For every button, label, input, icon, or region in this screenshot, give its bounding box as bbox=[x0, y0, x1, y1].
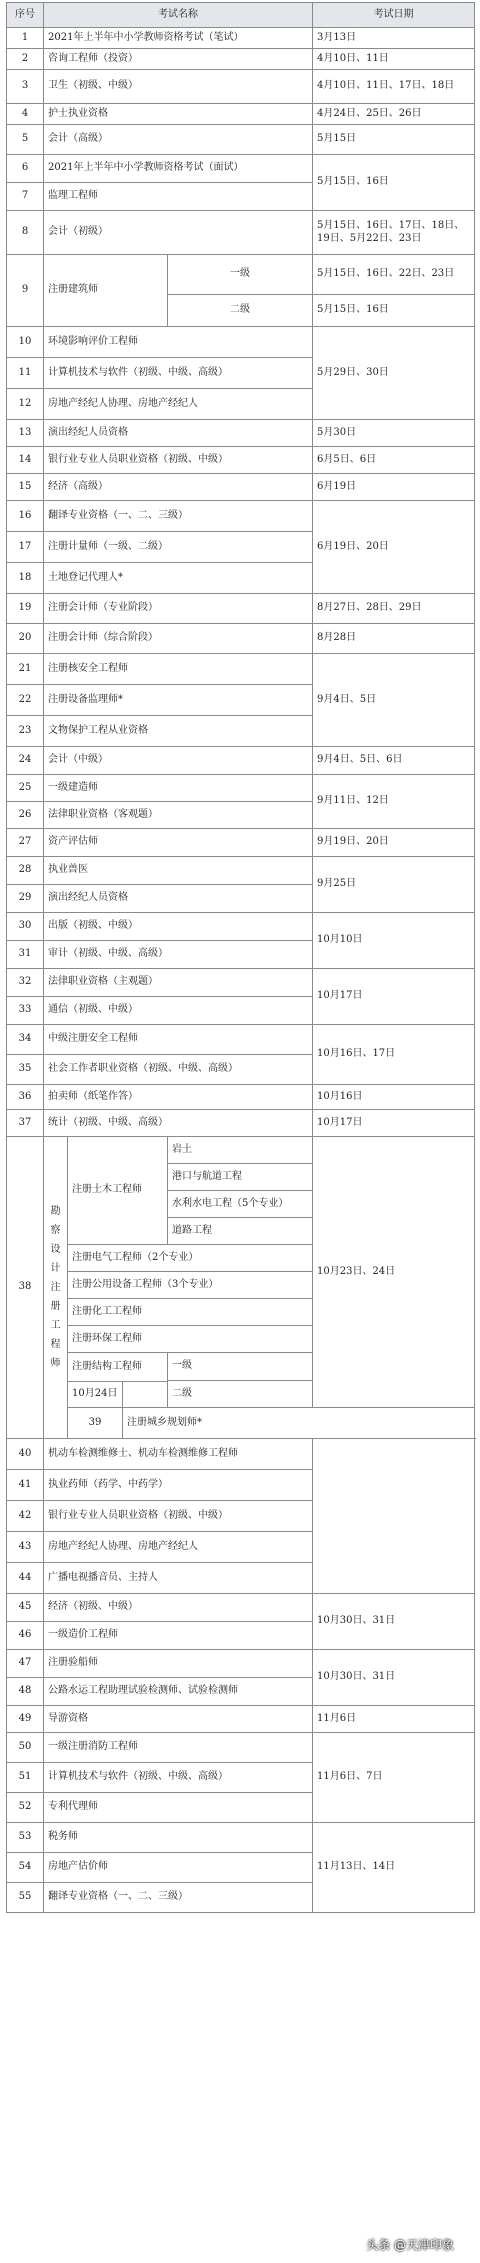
row-sub: 水利水电工程（5个专业） bbox=[168, 1191, 313, 1218]
row-date: 5月15日、16日、17日、18日、19日、5月22日、23日 bbox=[313, 211, 475, 255]
row-no: 2 bbox=[7, 49, 44, 70]
table-row bbox=[7, 1470, 475, 1501]
row-date: 9月4日、5日、6日 bbox=[313, 747, 475, 775]
row-no: 46 bbox=[7, 1622, 44, 1650]
table-row bbox=[7, 125, 475, 155]
header-date: 考试日期 bbox=[313, 3, 475, 28]
row-no: 18 bbox=[7, 563, 44, 594]
table-row bbox=[7, 1594, 475, 1622]
table-row bbox=[7, 28, 475, 49]
table-row bbox=[7, 1733, 475, 1763]
row-name: 社会工作者职业资格（初级、中级、高级） bbox=[44, 1055, 313, 1085]
row-name: 演出经纪人员资格 bbox=[44, 420, 313, 447]
row-no: 31 bbox=[7, 941, 44, 969]
header-no: 序号 bbox=[7, 3, 44, 28]
row-no: 40 bbox=[7, 1439, 44, 1470]
row-no: 14 bbox=[7, 447, 44, 474]
row-name: 拍卖师（纸笔作答） bbox=[44, 1085, 313, 1110]
row-name: 注册设备监理师* bbox=[44, 685, 313, 716]
table-row bbox=[7, 1563, 475, 1594]
row-name: 会计（高级） bbox=[44, 125, 313, 155]
row-name: 护士执业资格 bbox=[44, 104, 313, 125]
row-date: 9月4日、5日 bbox=[313, 654, 475, 747]
row-no: 5 bbox=[7, 125, 44, 155]
row-name: 卫生（初级、中级） bbox=[44, 70, 313, 104]
row-name: 注册会计师（综合阶段） bbox=[44, 624, 313, 654]
row-sub: 二级 bbox=[168, 1381, 313, 1408]
row-name: 会计（初级） bbox=[44, 211, 313, 255]
table-row bbox=[7, 775, 475, 802]
table-row bbox=[7, 624, 475, 654]
row-date: 5月15日、16日 bbox=[313, 295, 475, 327]
row-group: 注册建筑师 bbox=[44, 255, 168, 327]
row-name: 监理工程师 bbox=[44, 183, 313, 211]
row-date: 10月16日 bbox=[313, 1085, 475, 1110]
table-row bbox=[7, 327, 475, 358]
row-name: 出版（初级、中级） bbox=[44, 913, 313, 941]
table-row bbox=[7, 255, 475, 295]
row-name: 中级注册安全工程师 bbox=[44, 1025, 313, 1055]
row-name: 公路水运工程助理试验检测师、试验检测师 bbox=[44, 1678, 313, 1706]
row-no: 43 bbox=[7, 1532, 44, 1563]
row-subgroup: 注册结构工程师 bbox=[68, 1353, 168, 1382]
row-no: 35 bbox=[7, 1055, 44, 1085]
row-name: 统计（初级、中级、高级） bbox=[44, 1110, 313, 1137]
row-date: 10月23日、24日 bbox=[313, 1137, 475, 1408]
row-subgroup: 注册公用设备工程师（3个专业） bbox=[68, 1272, 313, 1299]
row-sub: 一级 bbox=[168, 255, 313, 295]
row-no: 20 bbox=[7, 624, 44, 654]
table-row bbox=[7, 447, 475, 474]
row-date: 8月28日 bbox=[313, 624, 475, 654]
row-no: 11 bbox=[7, 358, 44, 389]
row-date: 5月15日、16日 bbox=[313, 155, 475, 211]
row-name: 2021年上半年中小学教师资格考试（面试） bbox=[44, 155, 313, 183]
table-row bbox=[7, 49, 475, 70]
table-row bbox=[7, 155, 475, 183]
row-no: 53 bbox=[7, 1823, 44, 1853]
row-date: 6月19日 bbox=[313, 474, 475, 501]
row-no: 52 bbox=[7, 1793, 44, 1823]
row-name: 注册城乡规划师* bbox=[123, 1408, 475, 1439]
row-name: 注册会计师（专业阶段） bbox=[44, 594, 313, 624]
row-name: 经济（高级） bbox=[44, 474, 313, 501]
row-date: 11月13日、14日 bbox=[313, 1823, 475, 1913]
row-no: 9 bbox=[7, 255, 44, 327]
row-date: 8月27日、28日、29日 bbox=[313, 594, 475, 624]
watermark: 头条 @天津印象 bbox=[366, 2238, 454, 2252]
row-name: 房地产经纪人协理、房地产经纪人 bbox=[44, 1532, 313, 1563]
row-no: 1 bbox=[7, 28, 44, 49]
row-date: 10月24日 bbox=[68, 1382, 123, 1408]
row-name: 咨询工程师（投资） bbox=[44, 49, 313, 70]
row-sub: 二级 bbox=[168, 295, 313, 327]
row-name: 导游资格 bbox=[44, 1706, 313, 1733]
table-row bbox=[7, 1501, 475, 1532]
row-name: 翻译专业资格（一、二、三级） bbox=[44, 501, 313, 532]
row-name: 计算机技术与软件（初级、中级、高级） bbox=[44, 1763, 313, 1793]
table-header-row bbox=[7, 3, 475, 28]
row-no: 48 bbox=[7, 1678, 44, 1706]
table-row bbox=[7, 501, 475, 532]
table-row bbox=[7, 1706, 475, 1733]
row-no: 47 bbox=[7, 1650, 44, 1678]
table-row bbox=[7, 70, 475, 104]
row-no: 7 bbox=[7, 183, 44, 211]
row-name: 2021年上半年中小学教师资格考试（笔试） bbox=[44, 28, 313, 49]
row-subgroup: 注册土木工程师 bbox=[68, 1137, 168, 1245]
row-no: 38 bbox=[7, 1137, 44, 1439]
table-row bbox=[7, 913, 475, 941]
row-date: 10月16日、17日 bbox=[313, 1025, 475, 1085]
table-row bbox=[7, 1650, 475, 1678]
table-row bbox=[7, 211, 475, 255]
table-row bbox=[7, 594, 475, 624]
row-date: 10月17日 bbox=[313, 969, 475, 1025]
row-name: 一级注册消防工程师 bbox=[44, 1733, 313, 1763]
row-date: 4月24日、25日、26日 bbox=[313, 104, 475, 125]
row-no: 28 bbox=[7, 857, 44, 885]
table-row bbox=[7, 747, 475, 775]
row-date: 10月30日、31日 bbox=[313, 1650, 475, 1706]
row-no: 32 bbox=[7, 969, 44, 997]
row-name: 法律职业资格（主观题） bbox=[44, 969, 313, 997]
table-row bbox=[7, 104, 475, 125]
row-name: 土地登记代理人* bbox=[44, 563, 313, 594]
row-group: 勘察设计注册工程师 bbox=[50, 1206, 61, 1369]
row-no: 33 bbox=[7, 997, 44, 1025]
row-date: 10月10日 bbox=[313, 913, 475, 969]
row-name: 注册计量师（一级、二级） bbox=[44, 532, 313, 563]
table-row bbox=[7, 1408, 475, 1439]
row-date: 10月30日、31日 bbox=[313, 1594, 475, 1650]
row-no: 39 bbox=[68, 1408, 123, 1439]
row-name: 一级造价工程师 bbox=[44, 1622, 313, 1650]
row-name: 文物保护工程从业资格 bbox=[44, 716, 313, 747]
row-no: 37 bbox=[7, 1110, 44, 1137]
row-date: 4月10日、11日、17日、18日 bbox=[313, 70, 475, 104]
row-subgroup: 注册环保工程师 bbox=[68, 1326, 313, 1353]
row-no: 44 bbox=[7, 1563, 44, 1594]
row-name: 机动车检测维修士、机动车检测维修工程师 bbox=[44, 1439, 313, 1470]
row-no: 27 bbox=[7, 829, 44, 857]
table-row bbox=[7, 474, 475, 501]
row-name: 通信（初级、中级） bbox=[44, 997, 313, 1025]
row-no: 24 bbox=[7, 747, 44, 775]
row-no: 25 bbox=[7, 775, 44, 802]
row-no: 36 bbox=[7, 1085, 44, 1110]
row-no: 34 bbox=[7, 1025, 44, 1055]
row-name: 法律职业资格（客观题） bbox=[44, 802, 313, 829]
row-no: 41 bbox=[7, 1470, 44, 1501]
table-row bbox=[7, 420, 475, 447]
table-row bbox=[7, 829, 475, 857]
row-name: 计算机技术与软件（初级、中级、高级） bbox=[44, 358, 313, 389]
row-no: 17 bbox=[7, 532, 44, 563]
group-cell bbox=[44, 1137, 68, 1439]
row-date: 6月5日、6日 bbox=[313, 447, 475, 474]
table-row bbox=[7, 1823, 475, 1853]
row-name: 房地产估价师 bbox=[44, 1853, 313, 1883]
row-date: 10月17日 bbox=[313, 1110, 475, 1137]
row-no: 26 bbox=[7, 802, 44, 829]
row-name: 一级建造师 bbox=[44, 775, 313, 802]
row-name: 演出经纪人员资格 bbox=[44, 885, 313, 913]
table-row bbox=[7, 1025, 475, 1055]
row-date: 5月15日、16日、22日、23日 bbox=[313, 255, 475, 295]
header-name: 考试名称 bbox=[44, 3, 313, 28]
row-no: 22 bbox=[7, 685, 44, 716]
row-no: 42 bbox=[7, 1501, 44, 1532]
row-name: 执业兽医 bbox=[44, 857, 313, 885]
row-name: 房地产经纪人协理、房地产经纪人 bbox=[44, 389, 313, 420]
row-date: 11月6日 bbox=[313, 1706, 475, 1733]
row-name: 环境影响评价工程师 bbox=[44, 327, 313, 358]
row-name: 资产评估师 bbox=[44, 829, 313, 857]
row-name: 经济（初级、中级） bbox=[44, 1594, 313, 1622]
row-name: 税务师 bbox=[44, 1823, 313, 1853]
row-name: 专利代理师 bbox=[44, 1793, 313, 1823]
table-row bbox=[7, 1532, 475, 1563]
row-name: 注册核安全工程师 bbox=[44, 654, 313, 685]
row-no: 49 bbox=[7, 1706, 44, 1733]
row-date: 9月11日、12日 bbox=[313, 775, 475, 829]
row-date: 11月6日、7日 bbox=[313, 1733, 475, 1823]
exam-schedule-table bbox=[6, 2, 475, 1913]
row-no: 23 bbox=[7, 716, 44, 747]
row-subgroup: 注册化工工程师 bbox=[68, 1299, 313, 1326]
row-no: 3 bbox=[7, 70, 44, 104]
row-name: 执业药师（药学、中药学） bbox=[44, 1470, 313, 1501]
row-name: 注册验船师 bbox=[44, 1650, 313, 1678]
row-date: 6月19日、20日 bbox=[313, 501, 475, 594]
row-name: 广播电视播音员、主持人 bbox=[44, 1563, 313, 1594]
row-no: 13 bbox=[7, 420, 44, 447]
row-no: 16 bbox=[7, 501, 44, 532]
table-row bbox=[7, 1439, 475, 1470]
row-no: 10 bbox=[7, 327, 44, 358]
row-no: 21 bbox=[7, 654, 44, 685]
row-sub: 港口与航道工程 bbox=[168, 1164, 313, 1191]
row-no: 15 bbox=[7, 474, 44, 501]
row-name: 翻译专业资格（一、二、三级） bbox=[44, 1883, 313, 1913]
row-date: 4月10日、11日 bbox=[313, 49, 475, 70]
row-no: 4 bbox=[7, 104, 44, 125]
row-no: 19 bbox=[7, 594, 44, 624]
row-sub: 道路工程 bbox=[168, 1218, 313, 1245]
row-no: 12 bbox=[7, 389, 44, 420]
table-row bbox=[7, 1137, 475, 1164]
table-row bbox=[7, 654, 475, 685]
row-date: 5月15日 bbox=[313, 125, 475, 155]
table-row bbox=[7, 969, 475, 997]
row-no: 8 bbox=[7, 211, 44, 255]
table-row bbox=[7, 1085, 475, 1110]
row-sub: 岩土 bbox=[168, 1137, 313, 1164]
row-name: 会计（中级） bbox=[44, 747, 313, 775]
row-no: 29 bbox=[7, 885, 44, 913]
row-name: 银行业专业人员职业资格（初级、中级） bbox=[44, 1501, 313, 1532]
row-no: 6 bbox=[7, 155, 44, 183]
row-name: 银行业专业人员职业资格（初级、中级） bbox=[44, 447, 313, 474]
row-date: 5月30日 bbox=[313, 420, 475, 447]
row-name: 审计（初级、中级、高级） bbox=[44, 941, 313, 969]
row-date: 9月19日、20日 bbox=[313, 829, 475, 857]
row-subgroup: 注册电气工程师（2个专业） bbox=[68, 1245, 313, 1272]
row-no: 50 bbox=[7, 1733, 44, 1763]
row-date: 3月13日 bbox=[313, 28, 475, 49]
row-no: 30 bbox=[7, 913, 44, 941]
row-date: 9月25日 bbox=[313, 857, 475, 913]
row-no: 54 bbox=[7, 1853, 44, 1883]
row-no: 51 bbox=[7, 1763, 44, 1793]
table-row bbox=[7, 857, 475, 885]
row-sub: 一级 bbox=[168, 1353, 313, 1381]
row-no: 45 bbox=[7, 1594, 44, 1622]
row-no: 55 bbox=[7, 1883, 44, 1913]
row-date: 5月29日、30日 bbox=[313, 327, 475, 420]
table-row bbox=[7, 1110, 475, 1137]
